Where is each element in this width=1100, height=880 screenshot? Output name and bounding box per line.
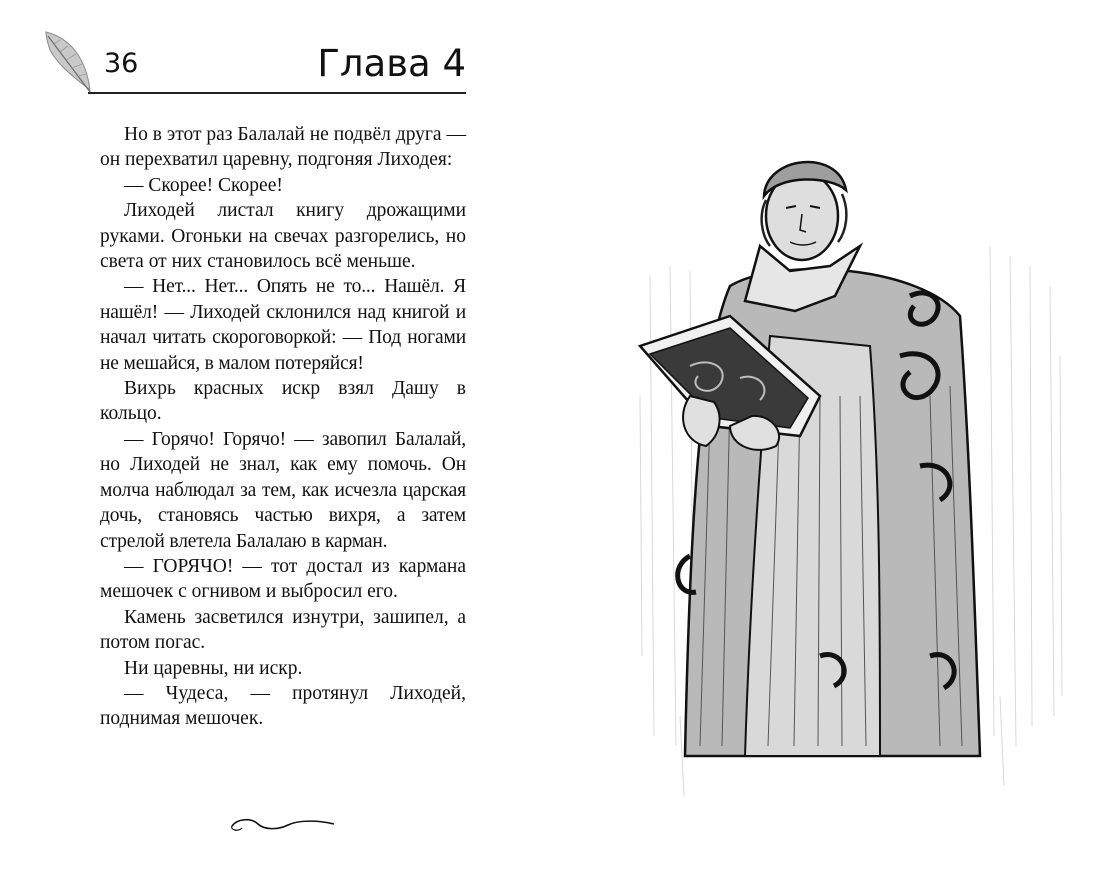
chapter-text xyxy=(100,122,466,732)
paragraph: — Чудеса, — протянул Лиходей, поднимая мешочек. xyxy=(100,682,466,730)
chapter-title: Глава 4 xyxy=(317,42,466,85)
paragraph: — Нет... Нет... Опять не то... Нашёл. Я нашёл! — Лиходей склонился над книгой и начал читать скороговоркой: — Под ногами не мешайся, в малом потеряйся! xyxy=(100,276,466,374)
paragraph: Ни царевны, ни искр. xyxy=(124,657,303,679)
paragraph: — Горячо! Горячо! — завопил Балалай, но Лиходей не знал, как ему помочь. Он молча наблюдал за тем, как исчезла царская дочь, становясь частью вихря, а затем стрелой влетела Балалаю в карман. xyxy=(100,428,466,552)
paragraph: Вихрь красных искр взял Дашу в кольцо. xyxy=(100,378,466,425)
sorcerer-illustration xyxy=(580,96,1080,816)
page-number: 36 xyxy=(104,48,139,79)
right-page xyxy=(550,0,1100,880)
ornament-flourish xyxy=(228,814,338,836)
feather-icon xyxy=(40,28,96,98)
paragraph: Лиходей листал книгу дрожащими руками. Огоньки на свечах разгорелись, но света от них становилось всё меньше. xyxy=(100,200,466,273)
paragraph: — ГОРЯЧО! — тот достал из кармана мешочек с огнивом и выбросил его. xyxy=(100,555,466,603)
header-rule xyxy=(88,92,466,94)
paragraph: — Скорее! Скорее! xyxy=(124,174,283,196)
paragraph: Но в этот раз Балалай не подвёл друга — он перехватил царевну, подгоняя Лиходея: xyxy=(100,124,466,171)
paragraph: Камень засветился изнутри, зашипел, а потом погас. xyxy=(100,606,466,654)
